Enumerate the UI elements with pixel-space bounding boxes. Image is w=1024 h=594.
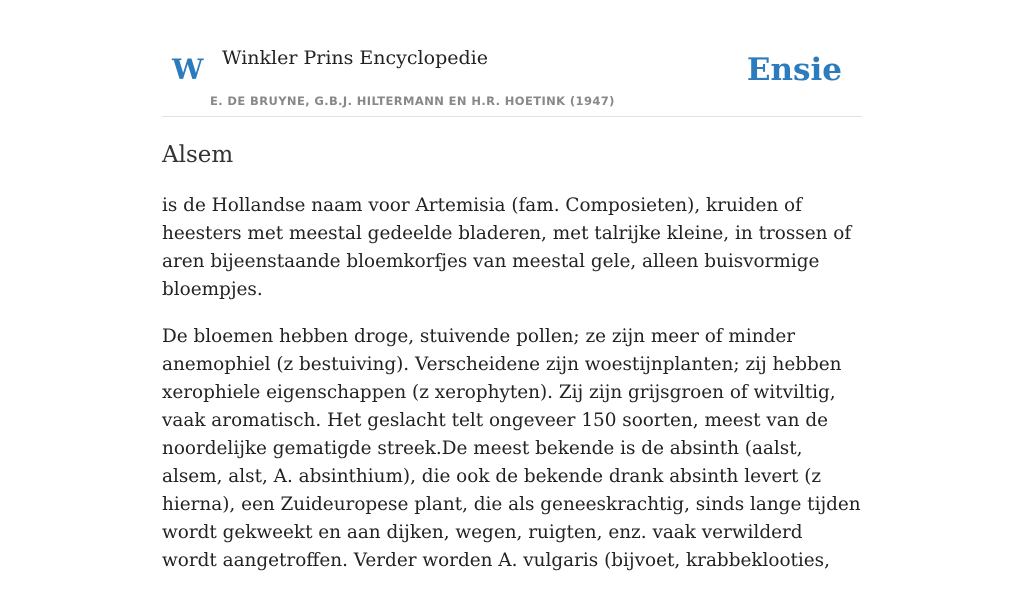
header (162, 0, 862, 117)
page (162, 0, 862, 571)
encyclopedia-title[interactable]: Winkler Prins Encyclopedie (222, 47, 488, 69)
article-headword: Alsem (162, 142, 234, 168)
encyclopedia-authors: E. DE BRUYNE, G.B.J. HILTERMANN EN H.R. HOETINK (1947) (210, 94, 615, 108)
article-paragraph: is de Hollandse naam voor Artemisia (fam. Composieten), kruiden of heesters met meestal gedeelde bladeren, met talrijke kleine, in trossen of aren bijeenstaande bloemkorfjes van meestal gele, alleen buisvormige bloempjes. (162, 195, 852, 300)
article-paragraph: De bloemen hebben droge, stuivende pollen; ze zijn meer of minder anemophiel (z bestuiving). Verscheidene zijn woestijnplanten; zij hebben xerophiele eigenschappen (z xerophyten). Zij zijn grijsgroen of witviltig, vaak aromatisch. Het geslacht telt ongeveer 150 soorten, meest van de noordelijke gematigde streek.De meest bekende is de absinth (aalst, alsem, alst, A. absinthium), die ook de bekende drank absinth levert (z hierna), een Zuideuropese plant, die als geneeskrachtig, sinds lange tijden wordt gekweekt en aan dijken, wegen, ruigten, enz. vaak verwilderd wordt aangetroffen. Verder worden A. vulgaris (bijvoet, krabbeklooties, (162, 326, 861, 571)
ensie-logo-link[interactable]: Ensie (746, 52, 842, 88)
article-body (162, 192, 862, 594)
encyclopedia-logo[interactable]: W (172, 53, 204, 86)
